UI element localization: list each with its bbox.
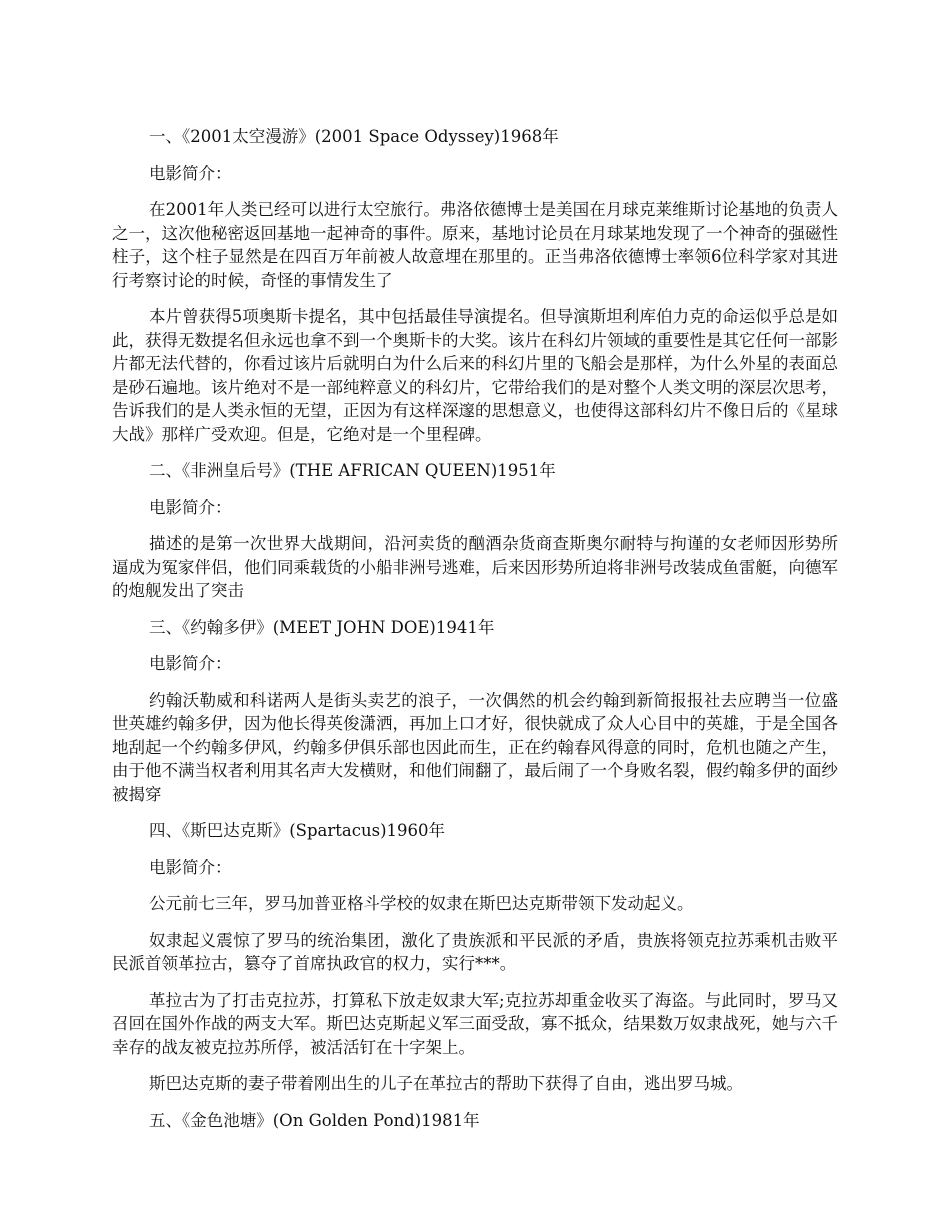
synopsis-label: 电影简介：	[149, 163, 232, 183]
body-paragraph: 革拉古为了打击克拉苏，打算私下放走奴隶大军;克拉苏却重金收买了海盗。与此同时，罗马又召回在国外作战的两支大军。斯巴达克斯起义军三面受敌，寡不抵众，结果数万奴隶战死，她与六千幸存的战友被克拉苏所俘，被活活钉在十字架上。	[112, 990, 838, 1057]
section-heading-meet-john-doe: 三、《约翰多伊》(MEET JOHN DOE)1941年	[149, 617, 495, 637]
synopsis-label: 电影简介：	[149, 857, 232, 877]
body-paragraph: 公元前七三年，罗马加普亚格斗学校的奴隶在斯巴达克斯带领下发动起义。	[149, 894, 694, 913]
body-paragraph: 描述的是第一次世界大战期间，沿河卖货的酗酒杂货商查斯奥尔耐特与拘谨的女老师因形势所逼成为冤家伴侣，他们同乘载货的小船非洲号逃难，后来因形势所迫将非洲号改装成鱼雷艇，向德军的炮舰发出了突击	[112, 534, 838, 600]
body-paragraph: 奴隶起义震惊了罗马的统治集团，激化了贵族派和平民派的矛盾，贵族将领克拉苏乘机击败平民派首领革拉古，篡夺了首席执政官的权力，实行***。	[112, 930, 838, 973]
section-heading-spartacus: 四、《斯巴达克斯》(Spartacus)1960年	[149, 821, 446, 840]
body-paragraph: 斯巴达克斯的妻子带着刚出生的儿子在革拉古的帮助下获得了自由，逃出罗马城。	[149, 1074, 743, 1093]
section-heading-african-queen: 二、《非洲皇后号》(THE AFRICAN QUEEN)1951年	[149, 461, 556, 480]
synopsis-label: 电影简介：	[149, 497, 232, 517]
synopsis-label: 电影简介：	[149, 654, 232, 673]
body-paragraph: 本片曾获得5项奥斯卡提名，其中包括最佳导演提名。但导演斯坦利库伯力克的命运似乎总是如此，获得无数提名但永远也拿不到一个奥斯卡的大奖。该片在科幻片领域的重要性是其它任何一部影片都无法代替的，你看过该片后就明白为什么后来的科幻片里的飞船会是那样，为什么外星的表面总是砂石遍地。该片绝对不是一部纯粹意义的科幻片，它带给我们的是对整个人类文明的深层次思考，告诉我们的是人类永恒的无望，正因为有这样深邃的思想意义，也使得这部科幻片不像日后的《星球大战》那样广受欢迎。但是，它绝对是一个里程碑。	[112, 307, 838, 444]
body-paragraph: 约翰沃勒威和科诺两人是街头卖艺的浪子，一次偶然的机会约翰到新简报报社去应聘当一位盛世英雄约翰多伊，因为他长得英俊潇洒，再加上口才好，很快就成了众人心目中的英雄，于是全国各地刮起一个约翰多伊风，约翰多伊俱乐部也因此而生，正在约翰春风得意的同时，危机也随之产生，由于他不满当权者利用其名声大发横财，和他们闹翻了，最后闹了一个身败名裂，假约翰多伊的面纱被揭穿	[112, 690, 838, 804]
section-heading-on-golden-pond: 五、《金色池塘》(On Golden Pond)1981年	[149, 1110, 480, 1130]
body-paragraph: 在2001年人类已经可以进行太空旅行。弗洛依德博士是美国在月球克莱维斯讨论基地的负责人之一，这次他秘密返回基地一起神奇的事件。原来，基地讨论员在月球某地发现了一个神奇的强磁性柱子，这个柱子显然是在四百万年前被人故意埋在那里的。正当弗洛依德博士率领6位科学家对其进行考察讨论的时候，奇怪的事情发生了	[112, 200, 838, 290]
section-heading-2001: 一、《2001太空漫游》(2001 Space Odyssey)1968年	[149, 127, 559, 146]
